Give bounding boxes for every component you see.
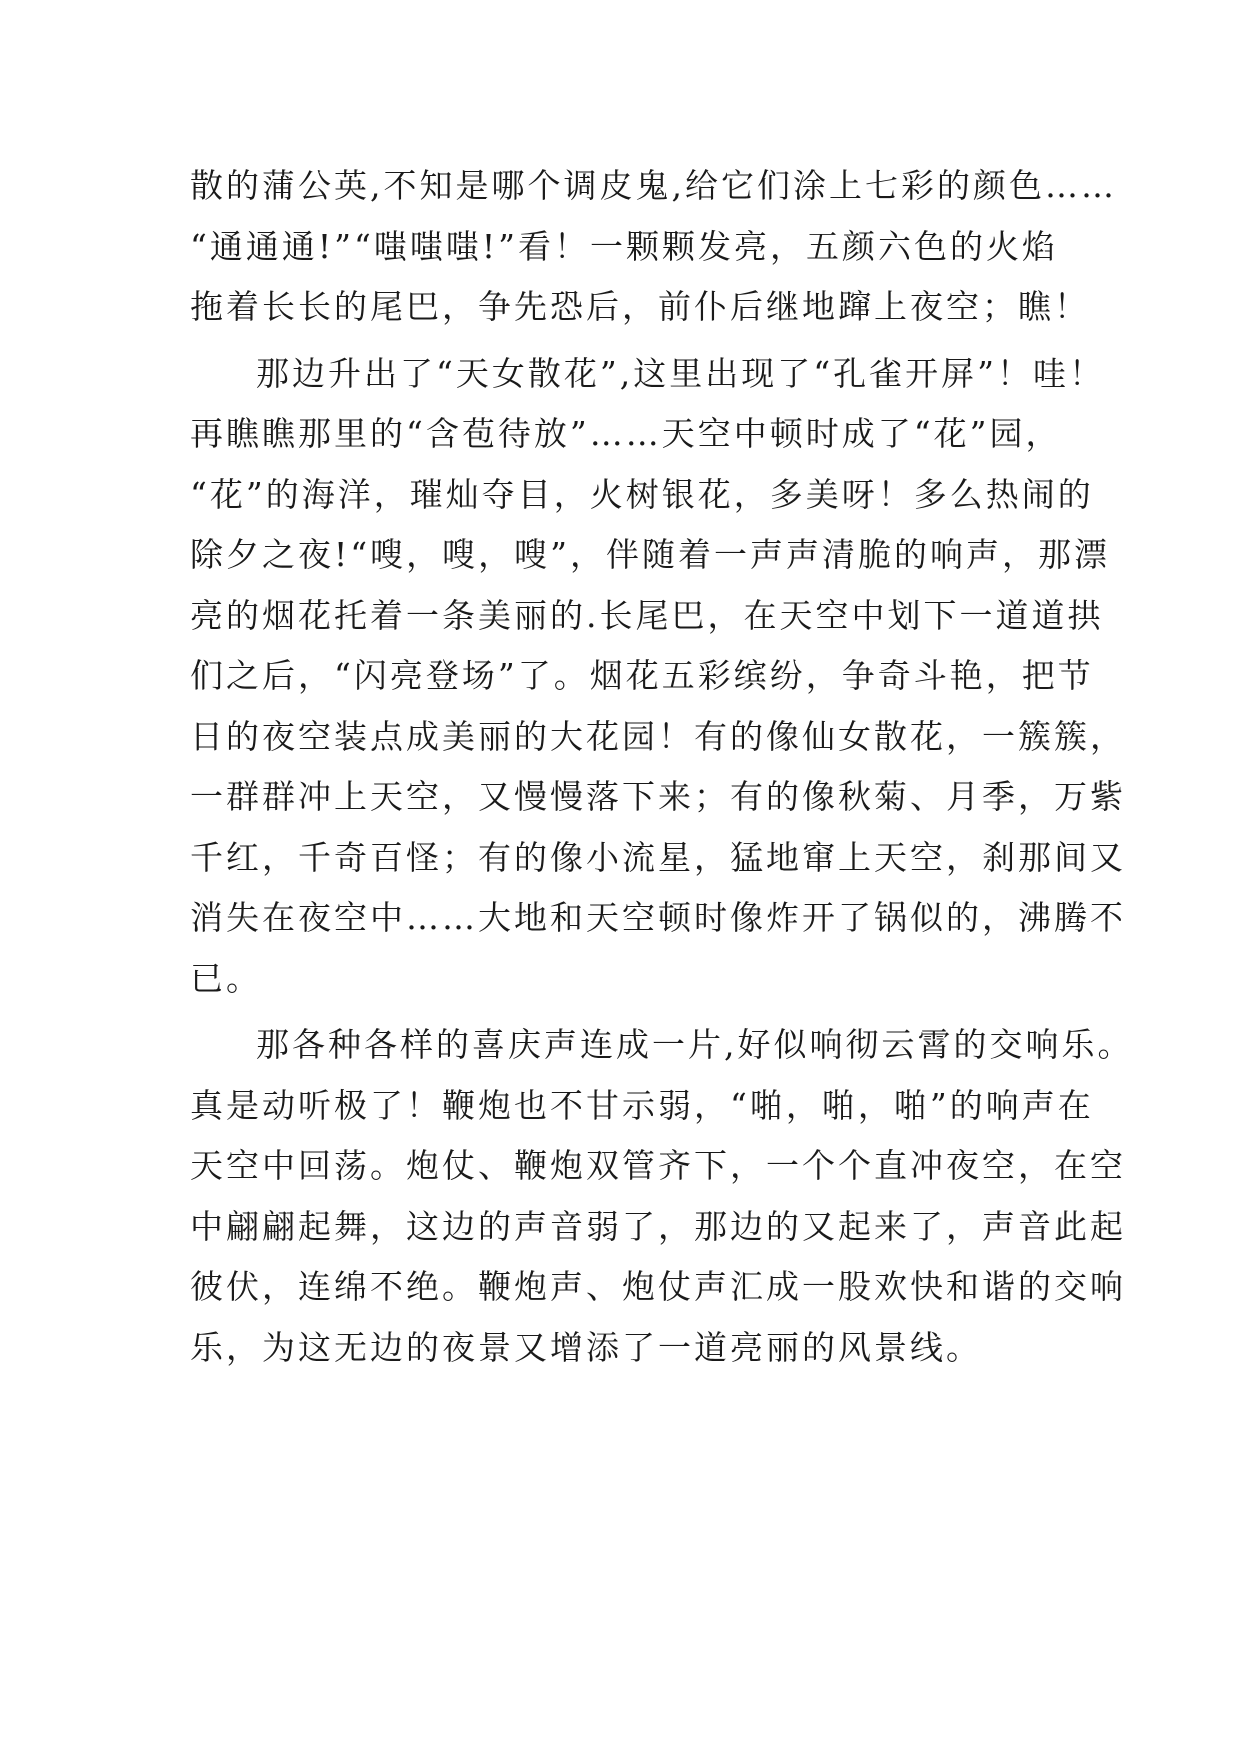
paragraph-2-line-1: 那边升出了“天女散花”,这里出现了“孔雀开屏”！哇！	[256, 353, 1105, 393]
paragraph-3-line-2: 真是动听极了！鞭炮也不甘示弱，“啪，啪，啪”的响声在	[190, 1085, 1094, 1125]
paragraph-2-line-5: 亮的烟花托着一条美丽的.长尾巴，在天空中划下一道道拱	[190, 595, 1104, 635]
paragraph-2-line-3: “花”的海洋，璀灿夺目，火树银花，多美呀！多么热闹的	[190, 474, 1094, 514]
paragraph-3-line-4: 中翩翩起舞，这边的声音弱了，那边的又起来了，声音此起	[190, 1206, 1126, 1246]
essay-body	[190, 156, 1134, 1378]
paragraph-3-line-3: 天空中回荡。炮仗、鞭炮双管齐下，一个个直冲夜空，在空	[190, 1146, 1126, 1185]
paragraph-2-line-2: 再瞧瞧那里的“含苞待放”……天空中顿时成了“花”园，	[190, 414, 1062, 453]
paragraph-3-line-1: 那各种各样的喜庆声连成一片,好似响彻云霄的交响乐。	[256, 1025, 1134, 1064]
paragraph-2-line-8: 一群群冲上天空，又慢慢落下来；有的像秋菊、月季，万紫	[190, 777, 1126, 816]
paragraph-1-line-1: 散的蒲公英,不知是哪个调皮鬼,给它们涂上七彩的颜色……	[190, 166, 1117, 205]
paragraph-1-line-3: 拖着长长的尾巴，争先恐后，前仆后继地蹿上夜空；瞧！	[190, 287, 1090, 326]
paragraph-3-line-5: 彼伏，连绵不绝。鞭炮声、炮仗声汇成一股欢快和谐的交响	[190, 1267, 1126, 1306]
paragraph-2-line-9: 千红，千奇百怪；有的像小流星，猛地窜上天空，刹那间又	[190, 837, 1126, 877]
paragraph-2-line-11: 已。	[190, 958, 262, 998]
paragraph-2-line-7: 日的夜空装点成美丽的大花园！有的像仙女散花，一簇簇，	[190, 716, 1126, 756]
paragraph-2-line-10: 消失在夜空中……大地和天空顿时像炸开了锅似的，沸腾不	[190, 898, 1126, 937]
paragraph-2-line-4: 除夕之夜!“嗖，嗖，嗖”，伴随着一声声清脆的响声，那漂	[190, 535, 1111, 574]
paragraph-1-line-2: “通通通!”“嗤嗤嗤!”看！一颗颗发亮，五颜六色的火焰	[190, 226, 1059, 266]
paragraph-3-line-6: 乐，为这无边的夜景又增添了一道亮丽的风景线。	[190, 1327, 982, 1367]
paragraph-2-line-6: 们之后，“闪亮登场”了。烟花五彩缤纷，争奇斗艳，把节	[190, 656, 1094, 695]
